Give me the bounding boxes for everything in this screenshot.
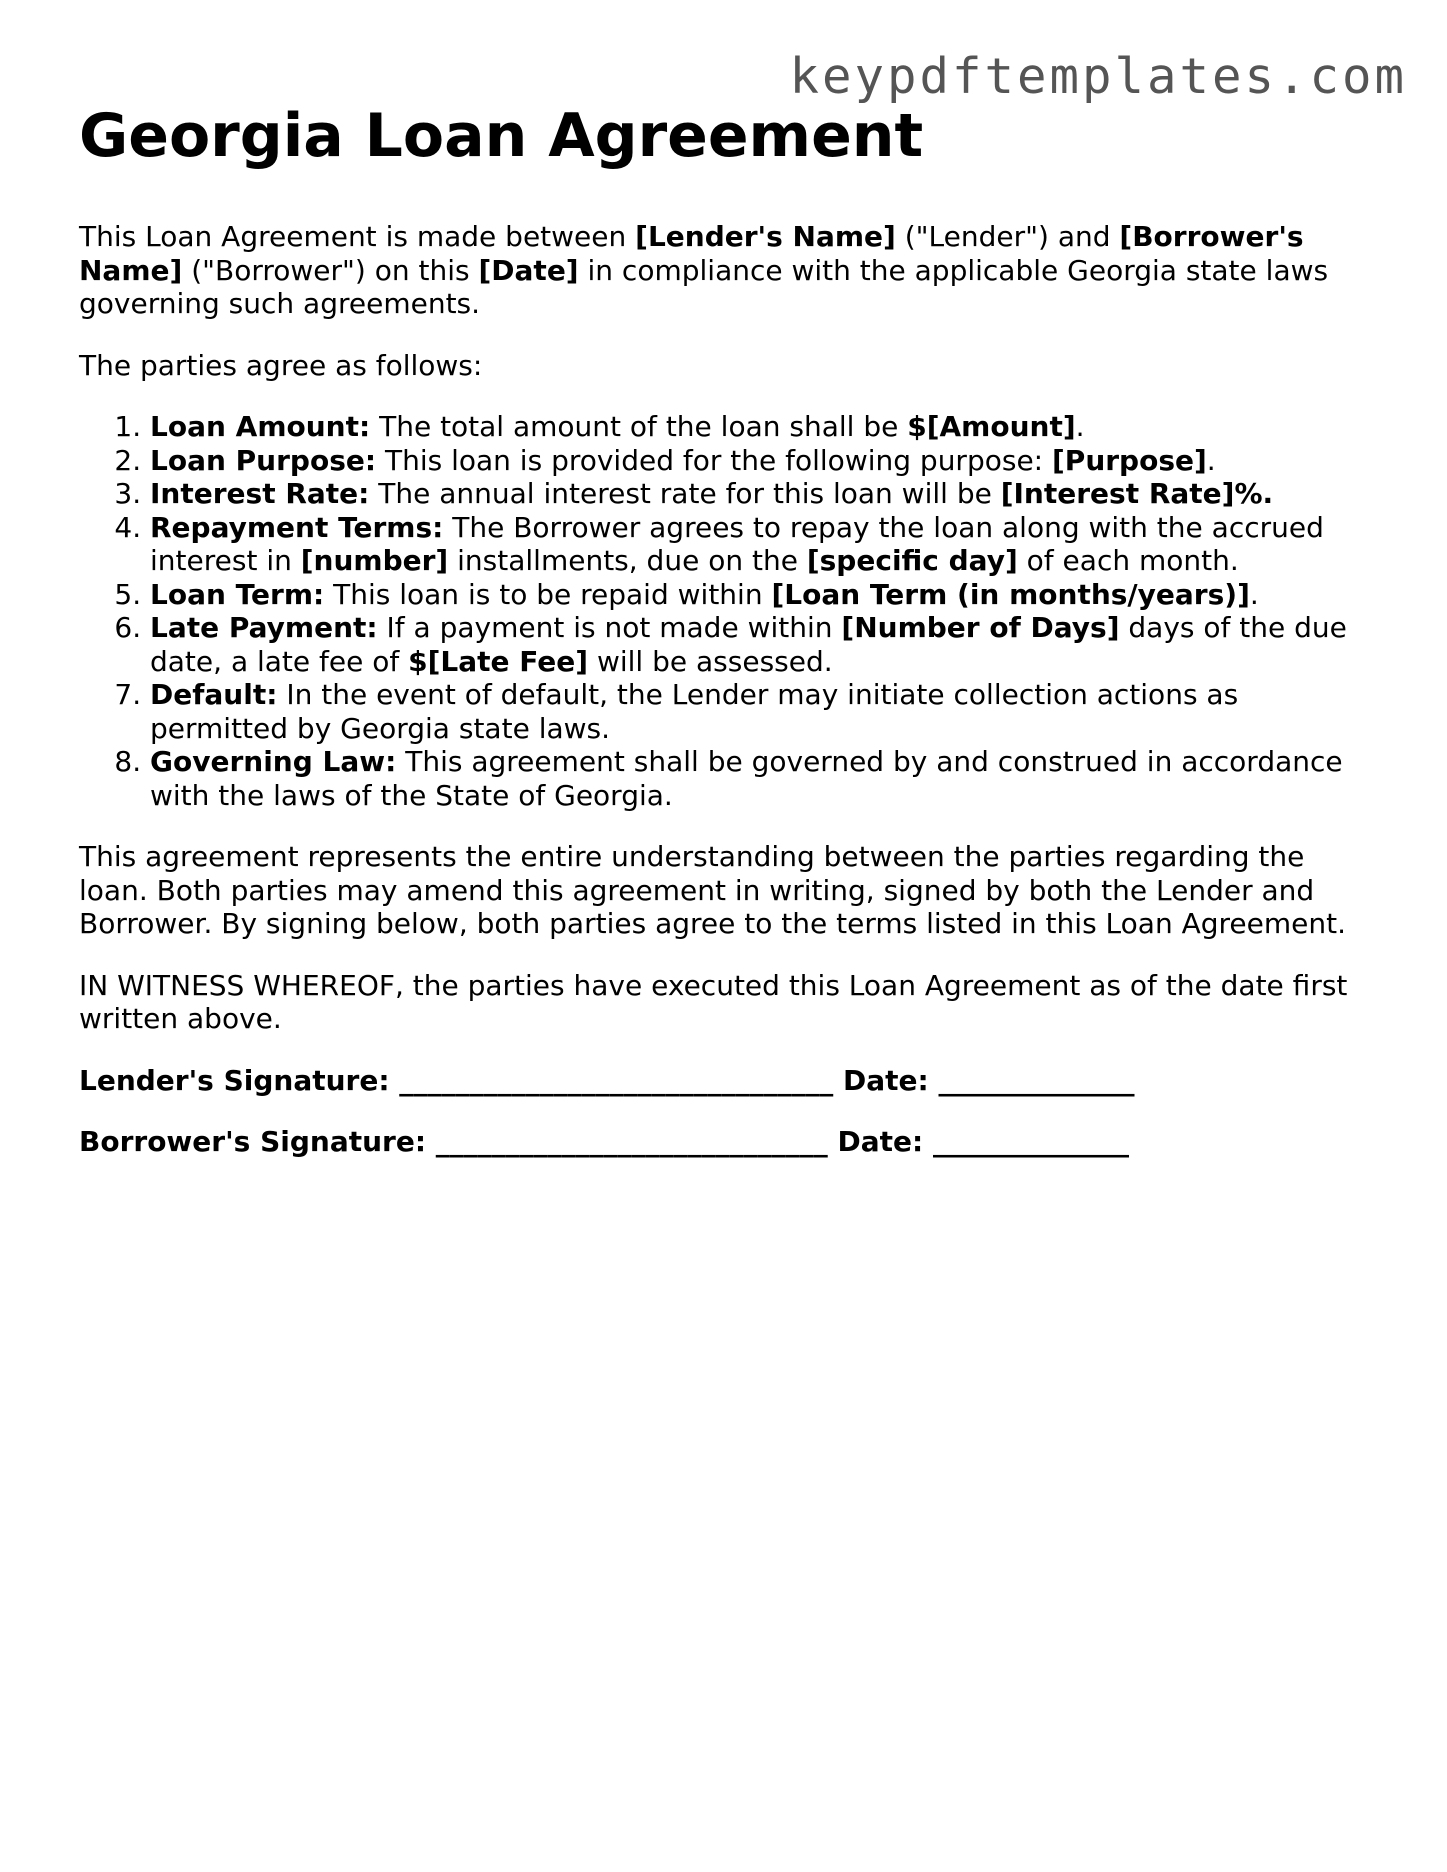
- lender-signature-line: Lender's Signature: _______________________________ Date: ______________: [79, 1063, 1135, 1097]
- term-field: [Interest Rate]%.: [1000, 477, 1274, 510]
- term-field: $[Late Fee]: [408, 644, 589, 678]
- parties-agree-text: The parties agree as follows:: [79, 348, 483, 382]
- intro-text: This Loan Agreement is made between: [79, 220, 636, 253]
- term-label: Loan Term:: [150, 577, 325, 611]
- term-text: .: [1206, 443, 1216, 477]
- term-item: [150, 444, 1379, 478]
- borrower-name-field: [Borrower's Name]: [79, 220, 1304, 287]
- term-text: In the event of default, the Lender may initiate collection actions as permitted by Georgia state laws.: [150, 678, 1239, 745]
- term-text: This loan is provided for the following purpose:: [376, 443, 1052, 477]
- term-text: The annual interest rate for this loan will be: [369, 477, 1001, 510]
- term-item: [150, 578, 1379, 612]
- intro-text: ("Lender") and: [895, 220, 1120, 253]
- term-field: $[Amount]: [907, 410, 1076, 443]
- term-text: This agreement shall be governed by and construed in accordance with the laws of the State of Georgia.: [150, 745, 1343, 812]
- term-item: [150, 410, 1379, 444]
- watermark: keypdftemplates.com: [789, 48, 1407, 105]
- term-text: installments, due on the: [448, 544, 807, 577]
- date-field: [Date]: [478, 253, 579, 287]
- term-field: [number]: [300, 544, 449, 577]
- term-item: [150, 611, 1379, 678]
- intro-paragraph: [79, 220, 1379, 321]
- term-text: of each month.: [1017, 544, 1239, 577]
- borrower-signature-line: Borrower's Signature: ____________________________ Date: ______________: [79, 1125, 1129, 1158]
- term-label: Loan Purpose:: [150, 443, 377, 477]
- term-text: The total amount of the loan shall be: [370, 410, 908, 443]
- term-text: will be assessed.: [588, 644, 833, 678]
- document-title: Georgia Loan Agreement: [79, 101, 924, 171]
- term-item: [150, 511, 1379, 578]
- term-label: Default:: [150, 678, 278, 711]
- term-text: This loan is to be repaid within: [324, 577, 772, 611]
- term-label: Interest Rate:: [150, 477, 370, 510]
- term-label: Repayment Terms:: [150, 510, 444, 544]
- term-label: Governing Law:: [150, 745, 397, 778]
- term-text: days of the due date, a late fee of: [150, 611, 1347, 678]
- term-label: Loan Amount:: [150, 410, 371, 443]
- term-field: [Purpose]: [1052, 443, 1207, 477]
- entire-agreement-paragraph: This agreement represents the entire understanding between the parties regarding the loan. Both parties may amend this agreement in writing, signed by both the Lender and Borrower. By signing below, both parties agree to the terms listed in this Loan Agreement.: [79, 840, 1346, 940]
- term-field: [Loan Term (in months/years)]: [771, 577, 1250, 611]
- term-item: [150, 678, 1379, 745]
- term-field: [Number of Days]: [841, 611, 1120, 644]
- terms-list: [79, 410, 1379, 812]
- term-item: [150, 477, 1379, 511]
- term-text: If a payment is not made within: [377, 611, 842, 644]
- intro-text: ("Borrower") on this: [182, 253, 479, 287]
- term-text: .: [1075, 410, 1085, 443]
- term-label: Late Payment:: [150, 611, 378, 644]
- lender-name-field: [Lender's Name]: [635, 220, 896, 253]
- witness-paragraph: IN WITNESS WHEREOF, the parties have executed this Loan Agreement as of the date first written above.: [79, 968, 1348, 1035]
- term-item: [150, 745, 1379, 812]
- term-text: .: [1249, 577, 1259, 611]
- term-text: The Borrower agrees to repay the loan along with the accrued interest in: [150, 510, 1324, 577]
- intro-text: in compliance with the applicable Georgia state laws governing such agreements.: [79, 253, 1329, 320]
- term-field: [specific day]: [806, 544, 1018, 577]
- document-body: [79, 96, 1379, 1187]
